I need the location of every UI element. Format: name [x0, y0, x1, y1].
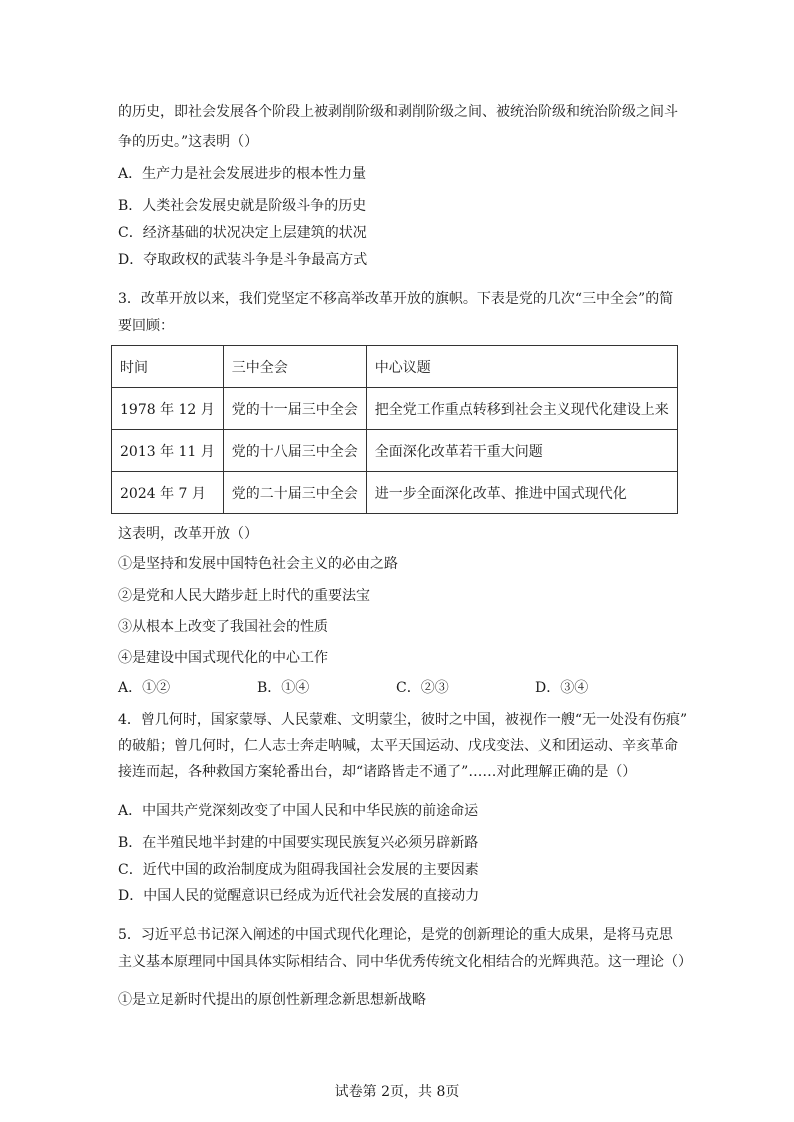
table-header-row — [112, 346, 678, 388]
table-header-cell: 三中全会 — [223, 346, 366, 388]
q4-stem-line-2: 的破船；曾几何时，仁人志士奔走呐喊，太平天国运动、戊戌变法、义和团运动、辛亥革命 — [118, 738, 678, 754]
table-cell-plenum: 党的二十届三中全会 — [223, 472, 366, 514]
q4-option-c: C．近代中国的政治制度成为阻碍我国社会发展的主要因素 — [118, 862, 479, 878]
q2-option-c: C．经济基础的状况决定上层建筑的状况 — [118, 225, 367, 241]
table-cell-time: 2013 年 11 月 — [112, 430, 224, 472]
three-plenum-table — [111, 345, 678, 514]
table-cell-plenum: 党的十八届三中全会 — [223, 430, 366, 472]
q4-option-d: D．中国人民的觉醒意识已经成为近代社会发展的直接动力 — [118, 888, 480, 904]
q5-statement-1: ①是立足新时代提出的原创性新理念新思想新战略 — [118, 992, 426, 1008]
page-footer: 试卷第 2页，共 8页 — [334, 1084, 460, 1100]
table-cell-topic: 全面深化改革若干重大问题 — [366, 430, 677, 472]
table-cell-topic: 进一步全面深化改革、推进中国式现代化 — [366, 472, 677, 514]
table-header-cell: 时间 — [112, 346, 224, 388]
q3-choice-b: B．①④ — [257, 680, 310, 696]
q2-option-b: B．人类社会发展史就是阶级斗争的历史 — [118, 198, 367, 214]
q3-choice-a: A．①② — [118, 680, 171, 696]
q3-stem-line-2: 要回顾： — [118, 318, 174, 334]
table-cell-plenum: 党的十一届三中全会 — [223, 388, 366, 430]
q4-stem-line-3: 接连而起，各种救国方案轮番出台，却“诸路皆走不通了”……对此理解正确的是（） — [118, 764, 637, 780]
table-header-cell: 中心议题 — [366, 346, 677, 388]
q2-option-d: D．夺取政权的武装斗争是斗争最高方式 — [118, 252, 368, 268]
q5-stem-line-1: 5．习近平总书记深入阐述的中国式现代化理论，是党的创新理论的重大成果，是将马克思 — [118, 927, 673, 943]
q3-statement-3: ③从根本上改变了我国社会的性质 — [118, 619, 328, 635]
q2-option-a: A．生产力是社会发展进步的根本性力量 — [118, 166, 367, 182]
q4-stem-line-1: 4．曾几何时，国家蒙辱、人民蒙难、文明蒙尘，彼时之中国，被视作一艘“无一处没有伤痕” — [118, 712, 688, 728]
q3-choice-d: D．③④ — [535, 680, 589, 696]
q4-option-a: A．中国共产党深刻改变了中国人民和中华民族的前途命运 — [118, 803, 479, 819]
table-row — [112, 430, 678, 472]
table-cell-time: 2024 年 7 月 — [112, 472, 224, 514]
q3-after-table: 这表明，改革开放（） — [118, 526, 258, 542]
q5-stem-line-2: 主义基本原理同中国具体实际相结合、同中华优秀传统文化相结合的光辉典范。这一理论（） — [118, 954, 692, 970]
q2-stem-line-2: 争的历史。”这表明（） — [118, 134, 259, 150]
table-cell-time: 1978 年 12 月 — [112, 388, 224, 430]
q3-choice-c: C．②③ — [396, 680, 449, 696]
q3-statement-4: ④是建设中国式现代化的中心工作 — [118, 650, 328, 666]
table-row — [112, 388, 678, 430]
q2-stem-line-1: 的历史，即社会发展各个阶段上被剥削阶级和剥削阶级之间、被统治阶级和统治阶级之间斗 — [118, 104, 678, 120]
table-cell-topic: 把全党工作重点转移到社会主义现代化建设上来 — [366, 388, 677, 430]
q4-option-b: B．在半殖民地半封建的中国要实现民族复兴必须另辟新路 — [118, 835, 479, 851]
table-row — [112, 472, 678, 514]
q3-statement-2: ②是党和人民大踏步赶上时代的重要法宝 — [118, 588, 370, 604]
q3-stem-line-1: 3．改革开放以来，我们党坚定不移高举改革开放的旗帜。下表是党的几次“三中全会”的简 — [118, 291, 674, 307]
q3-statement-1: ①是坚持和发展中国特色社会主义的必由之路 — [118, 556, 398, 572]
